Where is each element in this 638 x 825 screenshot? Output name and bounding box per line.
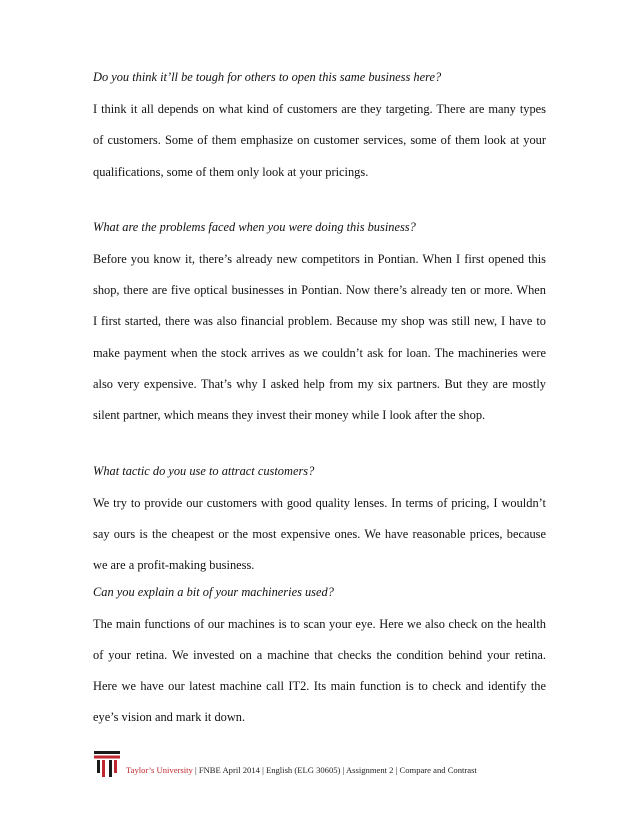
footer-university: Taylor’s University [126, 765, 193, 775]
answer-line: also very expensive. That’s why I asked help from my six partners. But they are mostly [93, 377, 546, 392]
qa-section [93, 68, 546, 188]
qa-section [93, 218, 546, 432]
qa-section [93, 583, 546, 734]
footer-text [126, 765, 477, 775]
question: Can you explain a bit of your machineries used? [93, 584, 334, 599]
answer-line: shop, there are five optical businesses in Pontian. Now there’s already ten or more. When [93, 283, 546, 298]
answer-line: The main functions of our machines is to scan your eye. Here we also check on the health [93, 616, 546, 631]
footer-details: | FNBE April 2014 | English (ELG 30605) | Assignment 2 | Compare and Contrast [192, 765, 477, 775]
answer [93, 94, 546, 188]
answer-line: silent partner, which means they invest their money while I look after the shop. [93, 408, 486, 423]
answer [93, 244, 546, 432]
answer-line: we are a profit-making business. [93, 558, 255, 573]
answer [93, 488, 546, 582]
answer-line: Before you know it, there’s already new competitors in Pontian. When I first opened this [93, 251, 546, 266]
taylors-university-logo-icon [94, 751, 120, 777]
answer-line: of your retina. We invested on a machine that checks the condition behind your retina. [93, 647, 546, 662]
answer-line: make payment when the stock arrives as we couldn’t ask for loan. The machineries were [93, 345, 546, 360]
question: What tactic do you use to attract customers? [93, 463, 315, 478]
answer-line: We try to provide our customers with good quality lenses. In terms of pricing, I wouldn’t [93, 495, 546, 510]
question: Do you think it’ll be tough for others to open this same business here? [93, 70, 442, 84]
answer-line: qualifications, some of them only look at your pricings. [93, 164, 369, 179]
answer [93, 609, 546, 734]
answer-line: say ours is the cheapest or the most expensive ones. We have reasonable prices, because [93, 526, 546, 541]
answer-line: eye’s vision and mark it down. [93, 710, 246, 725]
document-body [93, 68, 546, 734]
answer-line: of customers. Some of them emphasize on customer services, some of them look at your [93, 133, 546, 148]
answer-line: I first started, there was also financial problem. Because my shop was still new, I have to [93, 314, 546, 329]
question: What are the problems faced when you were doing this business? [93, 219, 416, 234]
qa-section [93, 462, 546, 582]
answer-line: I think it all depends on what kind of customers are they targeting. There are many types [93, 102, 546, 116]
page-footer [94, 751, 554, 781]
answer-line: Here we have our latest machine call IT2. Its main function is to check and identify the [93, 679, 546, 694]
